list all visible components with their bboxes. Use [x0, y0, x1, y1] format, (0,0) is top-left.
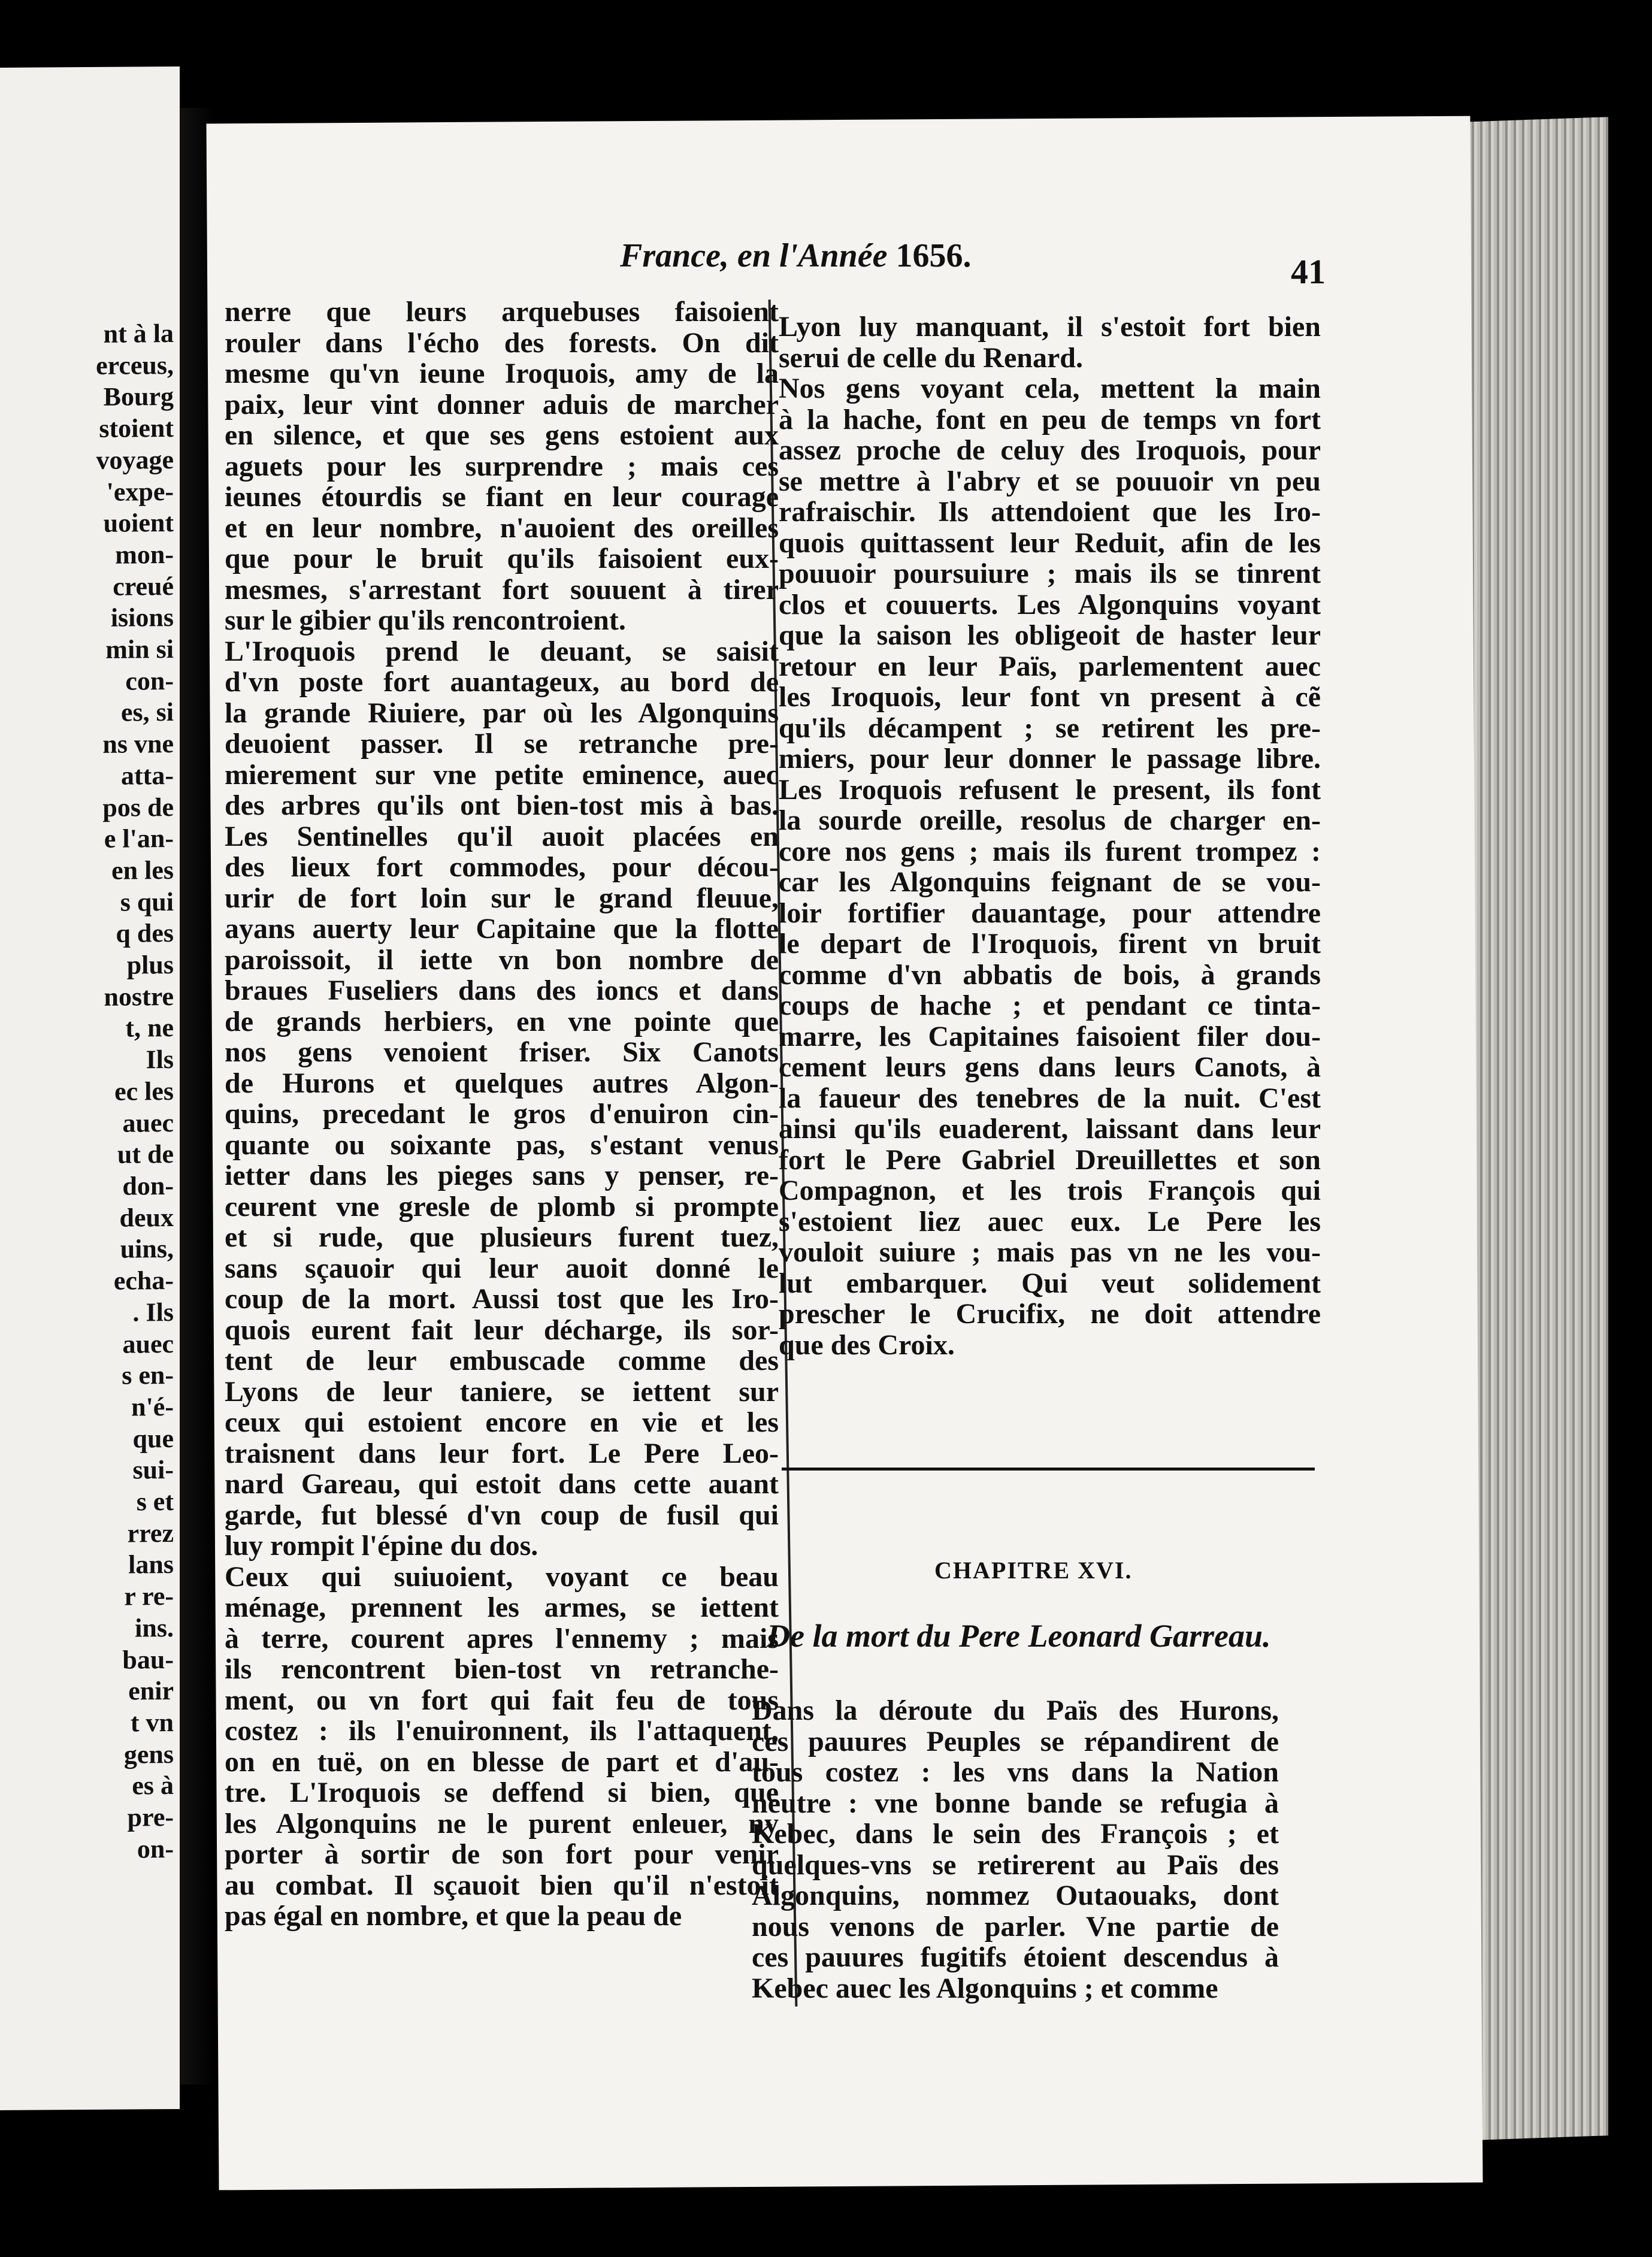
text-line: Les Sentinelles qu'il auoit placées en: [225, 821, 779, 852]
text-line: ceurent vne gresle de plomb si prompte: [225, 1191, 779, 1222]
left-column: [225, 297, 779, 1932]
text-line: s et: [136, 1487, 174, 1517]
text-line: la faueur des tenebres de la nuit. C'est: [779, 1082, 1321, 1114]
text-line: plus: [126, 950, 174, 980]
text-line: ces pauures fugitifs étoient descendus à: [752, 1942, 1279, 1973]
text-line: Nos gens voyant cela, mettent la main: [779, 373, 1321, 404]
text-line: nerre que leurs arquebuses faisoient: [225, 297, 779, 328]
text-line: Lyons de leur taniere, se iettent sur: [225, 1376, 779, 1407]
text-line: le depart de l'Iroquois, firent vn bruit: [779, 928, 1321, 960]
text-line: Lyon luy manquant, il s'estoit fort bien: [779, 311, 1321, 343]
text-line: traisnent dans leur fort. Le Pere Leo-: [225, 1438, 779, 1469]
right-column: [779, 311, 1321, 1360]
text-line: Ceux qui suiuoient, voyant ce beau: [225, 1561, 779, 1592]
text-line: que pour le bruit qu'ils faisoient eux-: [225, 543, 779, 574]
text-line: ces pauures Peuples se répandirent de: [752, 1726, 1279, 1757]
text-line: gens: [123, 1739, 174, 1769]
chapter-rule: [782, 1468, 1315, 1471]
text-line: pouuoir poursuiure ; mais ils se tinrent: [779, 558, 1321, 589]
previous-page: [0, 66, 180, 2110]
text-line: tent de leur embuscade comme des: [225, 1345, 779, 1376]
text-line: sans sçauoir qui leur auoit donné le: [225, 1252, 779, 1284]
text-line: ménage, prennent les armes, se iettent: [225, 1592, 779, 1623]
chapter-text: [752, 1695, 1279, 2004]
text-line: ut de: [117, 1139, 174, 1169]
text-line: pos de: [102, 792, 174, 822]
text-line: sui-: [132, 1455, 174, 1485]
text-line: car les Algonquins feignant de se vou-: [779, 867, 1321, 898]
chapter-title: De la mort du Pere Leonard Garreau.: [767, 1618, 1271, 1654]
text-line: des lieux fort commodes, pour décou-: [225, 852, 779, 883]
text-line: luy rompit l'épine du dos.: [225, 1530, 538, 1562]
text-line: en silence, et que ses gens estoient aux: [225, 420, 779, 451]
page-number: 41: [1291, 252, 1326, 291]
text-line: ayans auerty leur Capitaine que la flotte: [225, 913, 779, 945]
text-line: voyage: [96, 444, 174, 475]
text-line: braues Fuseliers dans des ioncs et dans: [225, 975, 779, 1006]
text-line: de Hurons et quelques autres Algon-: [225, 1067, 779, 1099]
text-line: core nos gens ; mais ils furent trompez :: [779, 836, 1321, 867]
text-line: echa-: [113, 1266, 174, 1296]
text-line: paix, leur vint donner aduis de marcher: [225, 389, 779, 420]
text-line: aguets pour les surprendre ; mais ces: [225, 450, 779, 482]
text-line: es à: [132, 1771, 174, 1801]
text-line: enir: [128, 1676, 174, 1706]
text-line: Les Iroquois refusent le present, ils font: [779, 774, 1321, 805]
text-line: lans: [128, 1550, 174, 1580]
text-line: deuoient passer. Il se retranche pre-: [225, 728, 779, 760]
text-line: uins,: [120, 1234, 174, 1264]
chapter-label: CHAPITRE XVI.: [934, 1557, 1133, 1584]
text-line: miers, pour leur donner le passage libre.: [779, 743, 1321, 774]
header-title: France, en l'Année: [620, 237, 888, 274]
text-line: auec: [122, 1329, 174, 1359]
text-line: Kebec auec les Algonquins ; et comme: [752, 1972, 1218, 2004]
text-line: Dans la déroute du Païs des Hurons,: [752, 1695, 1279, 1726]
text-line: atta-: [121, 760, 174, 791]
text-line: isions: [110, 603, 174, 633]
text-line: lut embarquer. Qui veut solidement: [779, 1267, 1321, 1299]
text-line: que: [132, 1423, 174, 1454]
text-line: Bourg: [103, 382, 174, 412]
text-line: s'estoient liez auec eux. Le Pere les: [779, 1206, 1321, 1237]
text-line: coup de la mort. Aussi tost que les Iro-: [225, 1284, 779, 1315]
text-line: à terre, courent apres l'ennemy ; mais: [225, 1623, 779, 1654]
text-line: ment, ou vn fort qui fait feu de tous: [225, 1684, 779, 1716]
text-line: neutre : vne bonne bande se refugia à: [752, 1787, 1279, 1819]
text-line: stoient: [99, 413, 174, 444]
text-line: 'expe-: [106, 476, 174, 507]
text-line: cement leurs gens dans leurs Canots, à: [779, 1052, 1321, 1083]
text-line: creué: [113, 571, 174, 601]
text-line: ainsi qu'ils euaderent, laissant dans leur: [779, 1114, 1321, 1145]
text-line: n'é-: [131, 1391, 174, 1422]
text-line: s qui: [120, 887, 174, 917]
text-line: comme d'vn abbatis de bois, à grands: [779, 959, 1321, 990]
text-line: quelques-vns se retirerent au Païs des: [752, 1849, 1279, 1880]
text-line: uoient: [103, 508, 174, 538]
text-line: ec les: [114, 1076, 174, 1106]
text-line: de grands herbiers, en vne pointe que: [225, 1006, 779, 1037]
text-line: quois quittassent leur Reduit, afin de les: [779, 527, 1321, 558]
text-line: min si: [105, 634, 174, 664]
text-line: r re-: [124, 1581, 174, 1611]
text-line: les Algonquins ne le purent enleuer, ny: [225, 1808, 779, 1839]
previous-page-text: [0, 318, 174, 1866]
text-line: . Ils: [132, 1297, 174, 1327]
text-line: rafraischir. Ils attendoient que les Iro-: [779, 497, 1321, 528]
text-line: s en-: [122, 1360, 174, 1390]
text-line: qu'ils décampent ; se retirent les pre-: [779, 712, 1321, 743]
text-line: coups de hache ; et pendant ce tinta-: [779, 990, 1321, 1021]
text-line: urir de fort loin sur le grand fleuue,: [225, 882, 779, 913]
text-line: d'vn poste fort auantageux, au bord de: [225, 667, 779, 698]
text-line: costez : ils l'enuironnent, ils l'attaquent,: [225, 1716, 779, 1747]
text-line: garde, fut blessé d'vn coup de fusil qui: [225, 1499, 779, 1530]
text-line: fort le Pere Gabriel Dreuillettes et son: [779, 1144, 1321, 1175]
header-year: 1656.: [895, 237, 972, 274]
text-line: nos gens venoient friser. Six Canots: [225, 1037, 779, 1068]
text-line: clos et couuerts. Les Algonquins voyant: [779, 589, 1321, 620]
text-line: vouloit suiure ; mais pas vn ne les vou-: [779, 1237, 1321, 1268]
text-line: tre. L'Iroquois se deffend si bien, que: [225, 1777, 779, 1808]
text-line: con-: [125, 665, 174, 696]
text-line: serui de celle du Renard.: [779, 342, 1083, 373]
text-line: au combat. Il sçauoit bien qu'il n'estoit: [225, 1869, 779, 1901]
text-line: en les: [111, 855, 174, 885]
text-line: mesmes, s'arrestant fort souuent à tirer: [225, 574, 779, 605]
text-line: quante ou soixante pas, s'estant venus: [225, 1129, 779, 1160]
text-line: L'Iroquois prend le deuant, se saisit: [225, 636, 779, 667]
text-line: ceux qui estoient encore en vie et les: [225, 1407, 779, 1438]
text-line: assez proche de celuy des Iroquois, pour: [779, 435, 1321, 466]
text-line: paroissoit, il iette vn bon nombre de: [225, 944, 779, 975]
text-line: Compagnon, et les trois François qui: [779, 1175, 1321, 1206]
text-line: à la hache, font en peu de temps vn fort: [779, 404, 1321, 435]
running-header: [620, 237, 971, 275]
text-line: mierement sur vne petite eminence, auec: [225, 759, 779, 790]
text-line: Ils: [146, 1045, 174, 1075]
text-line: et en leur nombre, n'auoient des oreilles: [225, 512, 779, 543]
text-line: les Iroquois, leur font vn present à cẽ: [779, 682, 1321, 713]
text-line: que des Croix.: [779, 1329, 955, 1360]
text-line: es, si: [121, 697, 174, 728]
text-line: erceus,: [96, 350, 174, 380]
text-line: loir fortifier dauantage, pour attendre: [779, 897, 1321, 928]
text-line: t vn: [130, 1707, 174, 1738]
text-line: bau-: [122, 1644, 174, 1675]
text-line: ils rencontrent bien-tost vn retranche-: [225, 1654, 779, 1685]
text-line: que la saison les obligeoit de haster leur: [779, 620, 1321, 651]
text-line: et si rude, que plusieurs furent tuez,: [225, 1222, 779, 1253]
text-line: nostre: [104, 981, 174, 1012]
text-line: nt à la: [103, 319, 174, 349]
text-line: on-: [137, 1834, 174, 1864]
text-line: rouler dans l'écho des forests. On dit: [225, 327, 779, 358]
text-line: deux: [119, 1202, 174, 1233]
text-line: pre-: [127, 1802, 174, 1832]
text-line: ieunes étourdis se fiant en leur courage: [225, 482, 779, 513]
text-line: prescher le Crucifix, ne doit attendre: [779, 1299, 1321, 1330]
text-line: marre, les Capitaines faisoient filer dou-: [779, 1021, 1321, 1052]
text-line: mesme qu'vn ieune Iroquois, amy de la: [225, 358, 779, 389]
text-line: quois eurent fait leur décharge, ils sor-: [225, 1314, 779, 1345]
text-line: retour en leur Païs, parlementent auec: [779, 651, 1321, 682]
text-line: rrez: [127, 1518, 174, 1548]
text-line: tous costez : les vns dans la Nation: [752, 1757, 1279, 1788]
text-line: q des: [116, 918, 174, 949]
text-line: la sourde oreille, resolus de charger en-: [779, 805, 1321, 836]
text-line: mon-: [115, 539, 174, 570]
text-line: t, ne: [125, 1013, 174, 1043]
text-line: on en tuë, on en blesse de part et d'au-: [225, 1746, 779, 1777]
text-line: des arbres qu'ils ont bien-tost mis à bas.: [225, 790, 779, 821]
text-line: auec: [122, 1108, 174, 1138]
text-line: ns vne: [102, 729, 174, 759]
text-line: la grande Riuiere, par où les Algonquins: [225, 697, 779, 728]
text-line: e l'an-: [104, 824, 174, 854]
text-line: se mettre à l'abry et se pouuoir vn peu: [779, 465, 1321, 497]
text-line: nard Gareau, qui estoit dans cette auant: [225, 1469, 779, 1500]
text-line: don-: [122, 1171, 174, 1201]
text-line: sur le gibier qu'ils rencontroient.: [225, 605, 626, 636]
text-line: quins, precedant le gros d'enuiron cin-: [225, 1099, 779, 1130]
text-line: Algonquins, nommez Outaouaks, dont: [752, 1880, 1279, 1911]
text-line: nous venons de parler. Vne partie de: [752, 1911, 1279, 1942]
text-line: porter à sortir de son fort pour venir: [225, 1839, 779, 1870]
text-line: ietter dans les pieges sans y penser, re-: [225, 1160, 779, 1191]
text-line: Kebec, dans le sein des François ; et: [752, 1819, 1279, 1850]
text-line: pas égal en nombre, et que la peau de: [225, 1901, 682, 1932]
text-line: ins.: [135, 1612, 174, 1643]
